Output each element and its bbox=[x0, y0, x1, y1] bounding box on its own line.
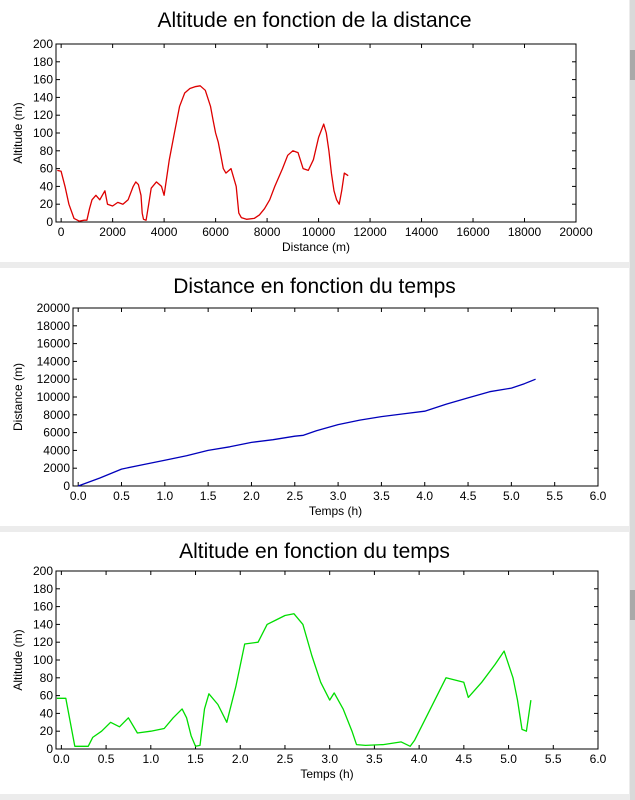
x-tick-label: 18000 bbox=[507, 225, 542, 239]
y-tick-label: 180 bbox=[32, 581, 53, 596]
y-tick-label: 20 bbox=[39, 724, 53, 739]
x-tick-label: 0.0 bbox=[69, 489, 87, 503]
y-tick-label: 200 bbox=[32, 37, 53, 51]
chart-title: Distance en fonction du temps bbox=[173, 275, 456, 298]
x-tick-label: 2.5 bbox=[286, 489, 304, 503]
y-tick-label: 0 bbox=[46, 742, 53, 756]
y-tick-label: 4000 bbox=[43, 443, 70, 458]
x-tick-label: 0.5 bbox=[97, 752, 115, 766]
x-tick-label: 0 bbox=[57, 225, 65, 239]
y-tick-label: 100 bbox=[32, 126, 53, 140]
y-tick-label: 60 bbox=[39, 688, 53, 703]
y-tick-label: 40 bbox=[39, 706, 53, 721]
x-tick-label: 16000 bbox=[456, 225, 490, 239]
x-tick-label: 2.0 bbox=[231, 752, 249, 766]
x-axis-label: Temps (h) bbox=[300, 767, 354, 781]
x-axis-label: Temps (h) bbox=[308, 504, 363, 518]
x-tick-label: 5.5 bbox=[544, 752, 562, 766]
scrollbar-mark bbox=[630, 590, 635, 620]
y-tick-label: 2000 bbox=[43, 461, 70, 476]
x-tick-label: 1.5 bbox=[199, 489, 217, 503]
y-tick-label: 12000 bbox=[36, 372, 70, 387]
y-tick-label: 80 bbox=[39, 670, 53, 685]
x-axis-label: Distance (m) bbox=[281, 240, 351, 254]
y-tick-label: 180 bbox=[32, 54, 53, 69]
y-tick-label: 6000 bbox=[43, 425, 70, 440]
y-tick-label: 40 bbox=[39, 179, 53, 194]
x-tick-label: 6.0 bbox=[589, 752, 607, 766]
chart-distance-time bbox=[0, 268, 629, 526]
x-tick-label: 6000 bbox=[202, 225, 229, 239]
x-tick-label: 4.0 bbox=[416, 489, 434, 503]
x-tick-label: 0.0 bbox=[53, 752, 70, 766]
plot-frame bbox=[73, 308, 598, 486]
x-tick-label: 3.0 bbox=[329, 489, 347, 503]
window-edge bbox=[630, 0, 635, 800]
chart-panel-altitude-distance bbox=[0, 0, 629, 262]
y-tick-label: 140 bbox=[32, 90, 53, 105]
y-tick-label: 120 bbox=[32, 108, 53, 123]
x-tick-label: 4000 bbox=[150, 225, 178, 239]
y-tick-label: 0 bbox=[46, 215, 53, 229]
x-tick-label: 0.5 bbox=[113, 489, 130, 503]
x-tick-label: 5.0 bbox=[503, 489, 520, 503]
plot-frame bbox=[56, 44, 576, 222]
x-tick-label: 12000 bbox=[353, 225, 387, 239]
x-tick-label: 4.5 bbox=[455, 752, 473, 766]
x-tick-label: 2000 bbox=[99, 225, 126, 239]
y-tick-label: 16000 bbox=[36, 336, 70, 351]
x-tick-label: 14000 bbox=[404, 225, 439, 239]
y-axis-label: Altitude (m) bbox=[11, 629, 25, 691]
y-tick-label: 20000 bbox=[36, 301, 70, 315]
y-tick-label: 60 bbox=[39, 161, 53, 176]
chart-altitude-distance bbox=[0, 0, 629, 262]
y-tick-label: 160 bbox=[32, 599, 53, 614]
chart-panel-distance-time bbox=[0, 268, 629, 526]
y-axis-label: Distance (m) bbox=[11, 362, 25, 432]
x-tick-label: 2.0 bbox=[243, 489, 260, 503]
x-tick-label: 4.5 bbox=[459, 489, 477, 503]
chart-altitude-time bbox=[0, 532, 629, 794]
y-tick-label: 18000 bbox=[36, 318, 70, 333]
x-tick-label: 3.5 bbox=[366, 752, 383, 766]
x-tick-label: 4.0 bbox=[410, 752, 428, 766]
y-tick-label: 80 bbox=[39, 143, 53, 158]
x-tick-label: 8000 bbox=[253, 225, 281, 239]
chart-title: Altitude en fonction de la distance bbox=[157, 9, 472, 32]
x-tick-label: 5.0 bbox=[500, 752, 517, 766]
y-tick-label: 100 bbox=[32, 653, 53, 667]
y-tick-label: 200 bbox=[32, 564, 53, 578]
y-axis-label: Altitude (m) bbox=[11, 102, 25, 164]
x-tick-label: 6.0 bbox=[589, 489, 607, 503]
x-tick-label: 1.0 bbox=[142, 752, 160, 766]
y-tick-label: 0 bbox=[63, 479, 70, 493]
y-tick-label: 140 bbox=[32, 617, 53, 632]
y-tick-label: 14000 bbox=[36, 354, 70, 369]
y-tick-label: 120 bbox=[32, 635, 53, 650]
x-tick-label: 1.0 bbox=[156, 489, 174, 503]
x-tick-label: 1.5 bbox=[187, 752, 204, 766]
plot-frame bbox=[56, 571, 598, 749]
chart-title: Altitude en fonction du temps bbox=[179, 540, 450, 563]
scrollbar-mark bbox=[630, 50, 635, 80]
x-tick-label: 2.5 bbox=[276, 752, 294, 766]
x-tick-label: 5.5 bbox=[546, 489, 564, 503]
y-tick-label: 8000 bbox=[43, 407, 70, 422]
x-tick-label: 3.5 bbox=[373, 489, 390, 503]
y-tick-label: 10000 bbox=[36, 390, 70, 404]
y-tick-label: 160 bbox=[32, 72, 53, 87]
x-tick-label: 3.0 bbox=[321, 752, 339, 766]
y-tick-label: 20 bbox=[39, 197, 53, 212]
x-tick-label: 20000 bbox=[559, 225, 593, 239]
x-tick-label: 10000 bbox=[301, 225, 336, 239]
chart-panel-altitude-time bbox=[0, 532, 629, 794]
